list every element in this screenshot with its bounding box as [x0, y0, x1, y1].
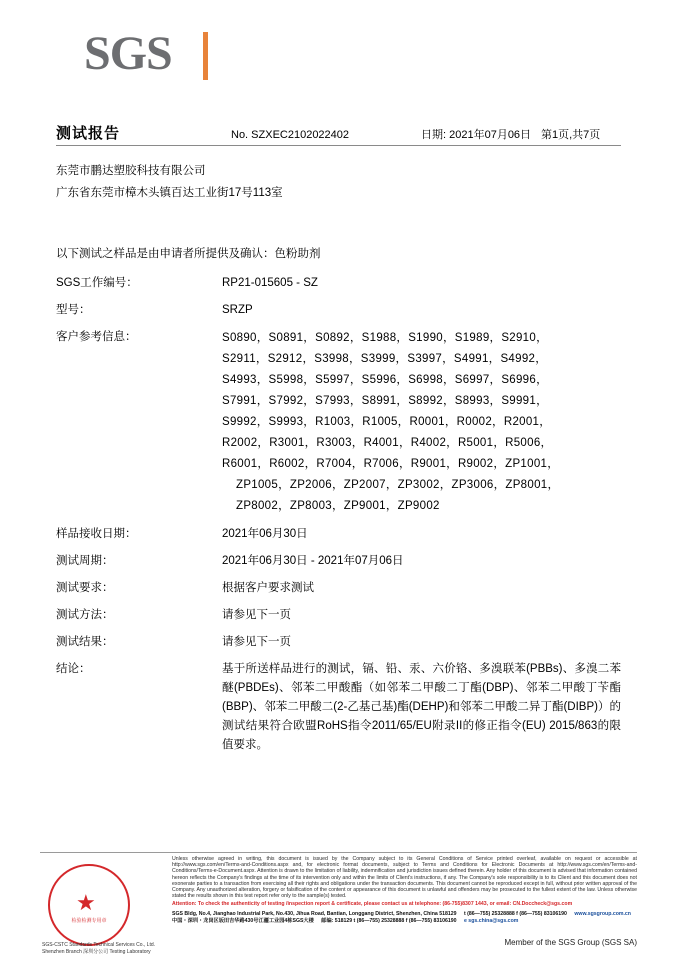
page-indicator: 第1页,共7页	[541, 129, 601, 141]
footer-divider	[40, 852, 637, 853]
report-fields-table	[56, 270, 621, 759]
address-cn-text: 中国・深圳・龙岗区坂田吉华路430号江疆工业园4栋SGS大楼	[172, 918, 314, 925]
website-link[interactable]: www.sgsgroup.com.cn	[574, 910, 631, 917]
sgs-logo-text: SGS	[84, 27, 172, 80]
list-item: S4993，S5998，S5997，S5996，S6998，S6997，S6996，	[222, 374, 548, 386]
customer-reference-list	[222, 324, 621, 521]
table-row	[56, 324, 621, 521]
table-row	[56, 629, 621, 656]
report-header-row	[56, 122, 621, 143]
table-row	[56, 575, 621, 602]
sample-statement: 以下测试之样品是由申请者所提供及确认：色粉助剂	[56, 248, 321, 260]
page-title: 测试报告	[56, 125, 121, 142]
address-en-text: SGS Bldg, No.4, Jianghao Industrial Park, No.430, Jihua Road, Bantian, Longgang District, Shenzhen, China 518129	[172, 910, 457, 917]
reference-lines	[222, 328, 621, 517]
company-block	[56, 160, 621, 204]
field-value: 请参见下一页	[222, 636, 291, 648]
company-name: 东莞市鹏达塑胶科技有限公司	[56, 165, 206, 177]
stamp-inner-text: 检验检测专用章	[71, 918, 107, 924]
field-value: 2021年06月30日 - 2021年07月06日	[222, 555, 404, 567]
header-divider	[56, 145, 621, 146]
list-item: S2911，S2912，S3998，S3999，S3997，S4991，S4992，	[222, 353, 548, 365]
field-value: 2021年06月30日	[222, 528, 308, 540]
list-item: R2002，R3001，R3003，R4001，R4002，R5001，R5006，	[222, 437, 553, 449]
stamp-caption-line: SGS-CSTC Standards Technical Services Co., Ltd.	[42, 942, 156, 948]
conclusion-label: 结论：	[56, 663, 91, 675]
field-label: 测试结果：	[56, 636, 114, 648]
list-item: ZP8002，ZP8003，ZP9001，ZP9002	[236, 500, 440, 512]
list-item: ZP1005，ZP2006，ZP2007，ZP3002，ZP3006，ZP8001，	[236, 479, 560, 491]
table-row	[56, 656, 621, 759]
field-label: 型号：	[56, 304, 91, 316]
footer-legal-block	[172, 856, 637, 925]
field-label: 测试周期：	[56, 555, 114, 567]
field-label: 测试方法：	[56, 609, 114, 621]
report-date: 日期: 2021年07月06日	[421, 129, 532, 141]
list-item: S0890，S0891，S0892，S1988，S1990，S1989，S2910，	[222, 332, 548, 344]
table-row	[56, 602, 621, 629]
field-value: SRZP	[222, 304, 253, 316]
page-footer	[0, 852, 677, 959]
list-item: R6001，R6002，R7004，R7006，R9001，R9002，ZP1001，	[222, 458, 560, 470]
member-line: Member of the SGS Group (SGS SA)	[504, 938, 637, 947]
table-row	[56, 521, 621, 548]
company-stamp	[42, 862, 164, 955]
field-label: 测试要求：	[56, 582, 114, 594]
stamp-caption-line: Shenzhen Branch 深圳分公司 Testing Laboratory	[42, 949, 151, 955]
field-value: 请参见下一页	[222, 609, 291, 621]
conclusion-text: 基于所送样品进行的测试，镉、铅、汞、六价铬、多溴联苯(PBBs)、多溴二苯醚(PBDEs)、邻苯二甲酸酯（如邻苯二甲酸二丁酯(DBP)、邻苯二甲酸丁苄酯(BBP)、邻苯二甲酸二(2-乙基己基)酯(DEHP)和邻苯二甲酸二异丁酯(DIBP)）的测试结果符合欧盟RoHS指令2011/65/EU附录II的修正指令(EU) 2015/863的限值要求。	[222, 663, 621, 751]
field-label: SGS工作编号：	[56, 277, 138, 289]
field-label: 客户参考信息：	[56, 331, 137, 343]
phone-cn-text: 邮编: 518129 t (86—755) 25328888 f (86—755) 83106190	[321, 918, 457, 925]
field-value: RP21-015605 - SZ	[222, 277, 318, 289]
email-link[interactable]: e sgs.china@sgs.com	[463, 918, 519, 925]
sgs-logo	[84, 27, 204, 86]
star-icon: ★	[76, 890, 96, 915]
footer-address-cn	[172, 918, 637, 925]
sgs-logo-accent-bar	[203, 32, 208, 80]
company-address: 广东省东莞市樟木头镇百达工业街17号113室	[56, 187, 283, 199]
stamp-caption	[42, 942, 202, 956]
list-item: S9992，S9993，R1003，R1005，R0001，R0002，R2001，	[222, 416, 552, 428]
field-value: 根据客户要求测试	[222, 582, 314, 594]
table-row	[56, 297, 621, 324]
table-row	[56, 270, 621, 297]
list-item: S7991，S7992，S7993，S8991，S8992，S8993，S9991，	[222, 395, 548, 407]
table-row	[56, 548, 621, 575]
report-number: No. SZXEC2102022402	[231, 129, 350, 141]
legal-paragraph: Unless otherwise agreed in writing, this document is issued by the Company subject to its General Conditions of Service printed overleaf, available on request or accessible at http://www.sgs.com/en/Terms-and-Conditions.aspx and, for electronic format documents, subject to Terms and Conditions for Electronic Documents at http://www.sgs.com/en/Terms-and-Conditions/Terms-e-Document.aspx. Attention is drawn to the limitation of liability, indemnification and jurisdiction issues defined therein. Any holder of this document is advised that information contained hereon reflects the Company's findings at the time of its intervention only and within the limits of Client's instructions, if any. The Company's sole responsibility is to its Client and this document does not exonerate parties to a transaction from exercising all their rights and obligations under the transaction documents. This document cannot be reproduced except in full, without prior written approval of the Company. Any unauthorized alteration, forgery or falsification of the content or appearance of this document is unlawful and offenders may be prosecuted to the fullest extent of the law. Unless otherwise stated the results shown in this test report refer only to the sample(s) tested.	[172, 856, 637, 900]
legal-attention: Attention: To check the authenticity of testing /inspection report & certificate, please contact us at telephone: (86-755)8307 1443, or email: CN.Doccheck@sgs.com	[172, 901, 573, 908]
footer-address-en	[172, 911, 637, 918]
field-label: 样品接收日期：	[56, 528, 137, 540]
phone-en-text: t (86—755) 25328888 f (86—755) 83106190	[463, 910, 567, 917]
